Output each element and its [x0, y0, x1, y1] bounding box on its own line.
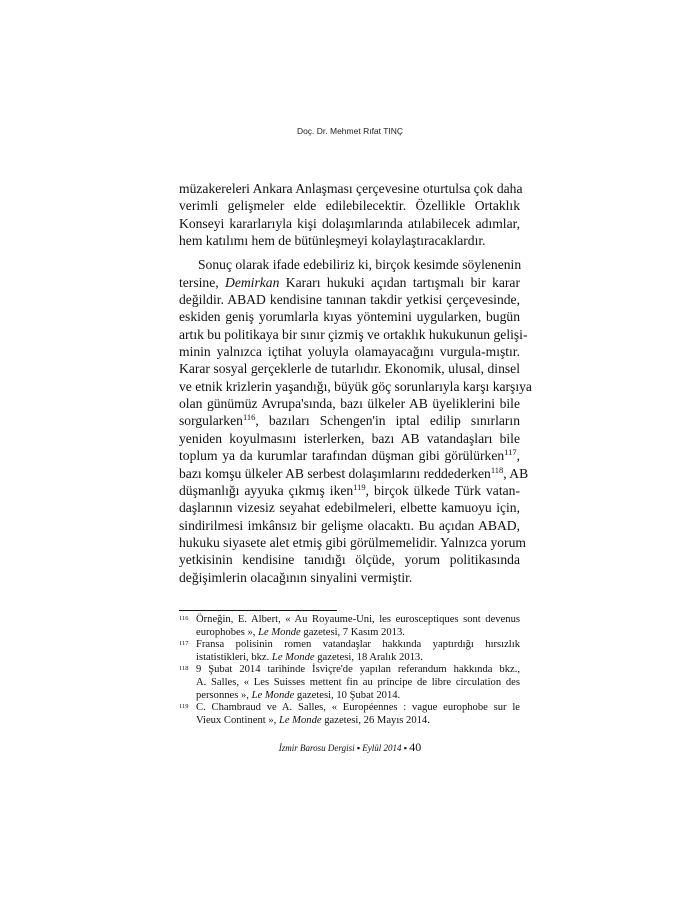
text-segment: değişimlerin olacağının sinyalini vermiştir.	[179, 569, 413, 585]
text-line	[179, 232, 520, 249]
footnote-reference: 119	[353, 481, 366, 492]
text-segment: düşmanlığı ayyuka çıkmış iken	[179, 482, 354, 498]
text-segment: Fransa polisinin romen vatandaşlar hakkında yaptırdığı hırsızlık	[196, 639, 520, 651]
text-segment: , bazıları Schengen'in iptal edilip sınırların	[255, 413, 520, 429]
page-number: 40	[409, 740, 422, 754]
text-segment: istatistikleri, bkz.	[196, 651, 272, 663]
text-line	[179, 551, 520, 568]
text-line	[196, 690, 520, 703]
text-line	[179, 569, 520, 586]
footnote-reference: 116	[242, 412, 256, 423]
text-line	[179, 517, 520, 534]
text-segment: yeniden koyulmasını isterlerken, bazı AB vatandaşları bile	[179, 430, 520, 446]
footnote-reference: 118	[490, 464, 504, 475]
text-line	[196, 702, 520, 715]
footnote	[179, 639, 520, 664]
text-line	[179, 395, 520, 412]
text-segment: Le Monde	[278, 714, 322, 726]
text-segment: A. Salles, « Les Suisses mettent fin au principe de libre circulation des	[196, 676, 520, 688]
text-line	[196, 639, 520, 652]
text-segment: değildir. ABAD kendisine tanınan takdir yetkisi çerçevesinde,	[179, 292, 520, 308]
body-text	[179, 180, 532, 593]
text-segment: daşlarının vizesiz seyahat edebilmeleri, elbette kamuoyu için,	[179, 500, 520, 516]
text-segment: Demirkan	[225, 274, 280, 290]
text-line	[179, 256, 520, 273]
text-segment: minin yalnızca içtihat yoluyla olamayacağını vurgula-mıştır.	[179, 344, 520, 360]
text-line	[196, 715, 520, 728]
text-line	[179, 215, 520, 232]
text-line	[196, 627, 520, 640]
text-segment: C. Chambraud ve A. Salles, « Européennes : vague europhobe sur le	[196, 702, 520, 714]
text-segment: Sonuç olarak ifade edebiliriz ki, birçok kesimde söylenenin	[198, 257, 522, 273]
text-segment: Karar sosyal gerçeklerle de tutarlıdır. Ekonomik, ulusal, dinsel	[179, 361, 520, 377]
text-segment: olan günümüz Avrupa'sında, bazı ülkeler AB üyeliklerini bile	[179, 396, 520, 412]
page-footer	[0, 740, 700, 755]
text-line	[179, 447, 520, 464]
text-line	[179, 378, 532, 395]
footnote-separator	[179, 610, 337, 611]
text-line	[179, 343, 520, 360]
footnote-number: 116	[179, 615, 189, 622]
running-header: Doç. Dr. Mehmet Rıfat TINÇ	[296, 126, 404, 136]
footnote	[179, 702, 520, 727]
text-segment: Le Monde	[258, 626, 301, 638]
text-segment: bazı komşu ülkeler AB serbest dolaşımlarını reddederken	[179, 465, 491, 481]
text-segment: Konseyi kararlarıyla kişi dolaşımlarında atılabilecek adımlar,	[179, 215, 520, 231]
text-segment: Vieux Continent »,	[196, 714, 279, 726]
text-segment: yetkisinin kendisine tanıdığı ölçüde, yorum politikasında	[179, 552, 520, 568]
text-line	[179, 430, 520, 447]
footnote-number: 117	[179, 640, 189, 648]
text-line	[196, 652, 520, 665]
journal-name: İzmir Barosu Dergisi	[278, 743, 355, 753]
text-segment: Kararı hukuki açıdan tartışmalı bir karar	[279, 274, 520, 290]
text-segment: Le Monde	[251, 689, 295, 701]
text-segment: müzakereleri Ankara Anlaşması çerçevesine oturtulsa çok daha	[179, 181, 523, 196]
separator: ▪	[403, 743, 407, 753]
footnote	[179, 614, 520, 639]
text-line	[179, 197, 520, 214]
text-segment: verimli gelişmeler elde edilebilecektir. Özellikle Ortaklık	[179, 198, 520, 214]
text-segment: gazetesi, 18 Aralık 2013.	[314, 651, 423, 663]
text-line	[179, 412, 520, 429]
text-segment: hukuku siyasete alet etmiş gibi görülmemelidir. Yalnızca yorum	[179, 534, 526, 550]
text-segment: 9 Şubat 2014 tarihinde İsviçre'de yapılan referandum hakkında bkz.,	[196, 664, 520, 676]
text-line	[179, 464, 529, 482]
text-segment: sindirilmesi imkânsız bir gelişme olacaktı. Bu açıdan ABAD,	[179, 517, 520, 533]
text-line	[179, 274, 520, 291]
text-segment: eskiden geniş yorumlarla kıyas yöntemini uygularken, bugün	[179, 309, 520, 325]
text-line	[179, 534, 526, 551]
text-segment: Örneğin, E. Albert, « Au Royaume-Uni, les eurosceptiques sont devenus	[196, 614, 520, 625]
text-line	[179, 291, 520, 308]
text-line	[196, 677, 520, 690]
text-line	[179, 360, 520, 377]
text-line	[179, 326, 528, 343]
footnote	[179, 664, 520, 702]
footnote-reference: 117	[504, 447, 517, 458]
text-line	[179, 180, 523, 197]
text-segment: ,	[516, 448, 520, 464]
text-segment: ve etnik krizlerin yaşandığı, büyük göç sorunlarıyla karşı karşıya	[179, 378, 532, 394]
text-line	[196, 614, 520, 627]
text-segment: , birçok ülkede Türk vatan-	[365, 482, 520, 498]
footnote-number: 119	[179, 703, 189, 711]
separator: ▪	[356, 743, 361, 753]
footnote-number: 118	[179, 665, 189, 673]
text-line	[179, 482, 520, 499]
text-segment: , AB	[503, 465, 529, 481]
paragraph	[179, 256, 532, 586]
text-line	[179, 308, 520, 325]
text-segment: gazetesi, 26 Mayıs 2014.	[321, 714, 430, 726]
text-segment: europhobes »,	[196, 626, 259, 638]
text-line	[179, 499, 520, 516]
text-segment: personnes »,	[196, 689, 252, 701]
text-segment: toplum ya da kurumlar tarafından düşman gibi görülürken	[179, 448, 505, 464]
text-segment: tersine,	[179, 274, 226, 290]
text-segment: sorgularken	[179, 413, 243, 429]
text-line	[196, 664, 520, 677]
paragraph	[179, 180, 523, 249]
issue-date: Eylül 2014	[362, 743, 402, 753]
text-segment: gazetesi, 7 Kasım 2013.	[300, 626, 405, 638]
text-segment: artık bu politikaya bir sınır çizmiş ve ortaklık hukukunun gelişi-	[179, 326, 528, 342]
text-segment: gazetesi, 10 Şubat 2014.	[294, 689, 401, 701]
text-segment: hem katılımı hem de bütünleşmeyi kolaylaştıracaklardır.	[179, 233, 486, 249]
footnotes	[179, 614, 520, 727]
text-segment: Le Monde	[271, 651, 315, 663]
